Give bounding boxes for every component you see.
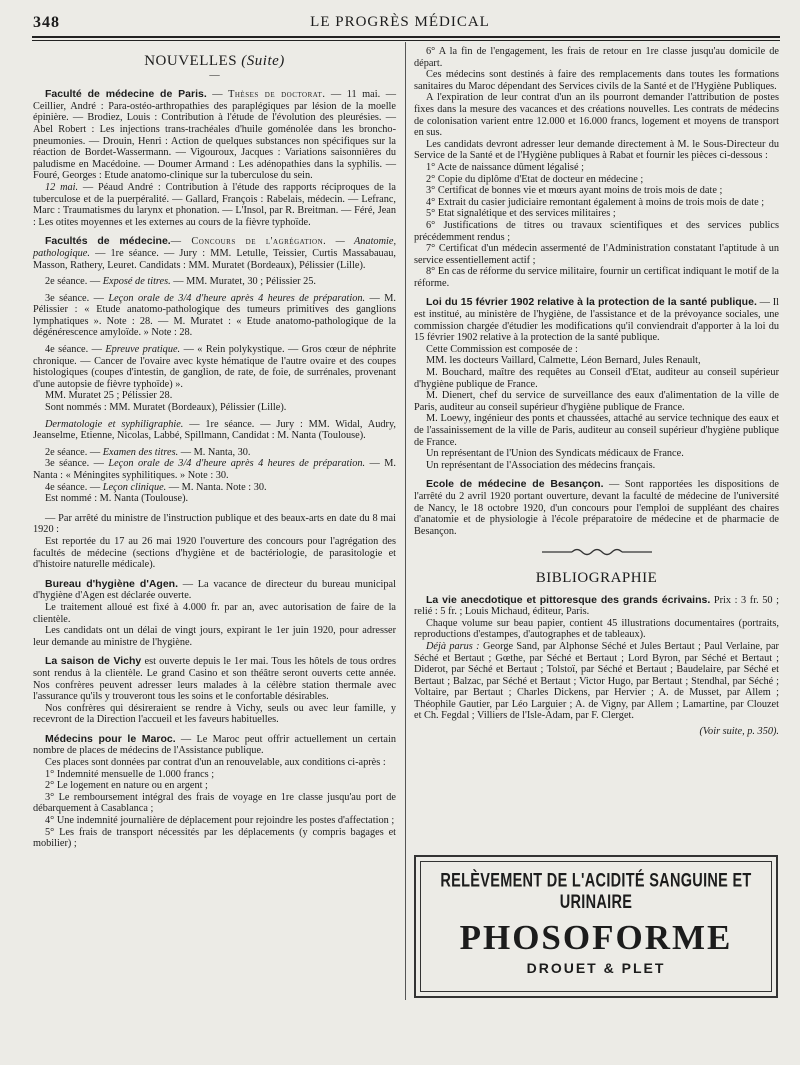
ad-manufacturer: DROUET & PLET bbox=[526, 960, 666, 976]
piece-item: 4° Extrait du casier judiciaire remontant également à moins de trois mois de date ; bbox=[426, 196, 765, 208]
maroc-item: 2° Le logement en nature ou en argent ; bbox=[45, 780, 208, 792]
maroc-cont-2: Ces médecins sont destinés à faire des remplacements dans toutes les formations sanitaires du Maroc dépendant des Services civils de la Santé et de l'Hygiène Publiques. bbox=[414, 69, 779, 92]
piece-item: 2° Copie du diplôme d'Etat de docteur en médecine ; bbox=[426, 173, 644, 185]
maroc-item: 4° Une indemnité journalière de déplacement pour rejoindre les postes d'affectation ; bbox=[45, 815, 395, 827]
arrete-para-2: Est reportée du 17 au 26 mai 1920 l'ouverture des concours pour l'agrégation des facultés de médecine (sections d'hygiène et de bactériologie, de parasitologie et d'histoire naturelle médicale). bbox=[33, 535, 396, 571]
header-rule-thin bbox=[32, 40, 780, 41]
besancon-para: Ecole de médecine de Besançon. — Sont rapportées les dispositions de l'arrêté du 2 avril 1920 portant ouverture, devant la faculté de médecine de l'université de Nancy, le 18 octobre 1920, d'un concours pour l'emploi de suppléant des chaires d'anatomie et de physiologie à l'école préparatoire de médecine et de pharmacie de Besançon. bbox=[414, 478, 780, 537]
loi-para: Loi du 15 février 1902 relative à la protection de la santé publique. — Il est institué, au ministère de l'hygiène, de l'assistance et de la prévoyance sociales, une commission chargée d'étudier les modifications qu'il conviendrait d'apporter à la loi du 15 février 1902 relative à la protection de la santé publique. bbox=[414, 296, 779, 344]
piece-item: 6° Justifications de titres ou travaux scientifiques et des services publics précédemment rendus ; bbox=[414, 219, 779, 243]
maroc-item: 3° Le remboursement intégral des frais de voyage en 1re classe jusqu'au port de débarquement à Casablanca ; bbox=[33, 791, 396, 815]
loi-para-2: Cette Commission est composée de : bbox=[426, 343, 578, 355]
dermato-nomme: Est nommé : M. Nanta (Toulouse). bbox=[45, 493, 189, 505]
agen-para: Bureau d'hygiène d'Agen. — La vacance de directeur du bureau municipal d'hygiène d'Agen est déclarée ouverte. bbox=[33, 577, 396, 602]
section-ornament bbox=[414, 547, 779, 561]
vichy-para: La saison de Vichy est ouverte depuis le 1er mai. Tous les hôtels de tous ordres sont rendus à la clientèle. Le grand Casino et son théâtre seront ouverts cette année. Nos confrères peuvent adresser leurs malades à la célèbre station thermale avec l'assurance qu'ils y trouveront tous les soins et le confortable désirables. bbox=[33, 655, 396, 703]
loi-member: Un représentant de l'Union des Syndicats médicaux de France. bbox=[426, 448, 684, 460]
nommes-line: Sont nommés : MM. Muratet (Bordeaux), Pélissier (Lille). bbox=[45, 402, 287, 414]
header-rule bbox=[32, 36, 780, 38]
loi-member: M. Loewy, ingénieur des ponts et chaussées, attaché au service technique des eaux et de l'assainissement de la ville de Paris, auditeur au conseil supérieur d'hygiène publique de France. bbox=[414, 413, 779, 448]
maroc-para-2: Ces places sont données par contrat d'un an renouvelable, aux conditions ci-après : bbox=[45, 757, 386, 769]
maroc-para: Médecins pour le Maroc. — Le Maroc peut offrir actuellement un certain nombre de places de médecins de l'Assistance publique. bbox=[33, 732, 396, 757]
heading-dash: — bbox=[209, 69, 220, 81]
agen-para-3: Les candidats ont un délai de vingt jours, expirant le 1er juin 1920, pour adresser leur demande au ministre de l'hygiène. bbox=[33, 625, 396, 648]
advertisement-frame bbox=[420, 861, 772, 992]
ornament-icon bbox=[542, 547, 652, 557]
dermato-seance-2: 2e séance. — Examen des titres. — M. Nanta, 30. bbox=[45, 446, 251, 458]
dermato-seance-4: 4e séance. — Leçon clinique. — M. Nanta. Note : 30. bbox=[45, 481, 267, 493]
maroc-cont: 6° A la fin de l'engagement, les frais de retour en 1re classe jusqu'au domicile de départ. bbox=[414, 46, 779, 69]
dermato-para: Dermatologie et syphiligraphie. — 1re séance. — Jury : MM. Widal, Audry, Jeanselme, Etienne, Nicolas, Labbé, Spillmann, Candidat : M. Nanta (Toulouse). bbox=[33, 418, 397, 442]
notes-line: MM. Muratet 25 ; Pélissier 28. bbox=[45, 390, 173, 402]
piece-item: 7° Certificat d'un médecin assermenté de l'Administration constatant l'aptitude à un service essentiellement actif ; bbox=[414, 243, 779, 266]
journal-title: LE PROGRÈS MÉDICAL bbox=[310, 14, 490, 30]
biblio-para: La vie anecdotique et pittoresque des grands écrivains. Prix : 3 fr. 50 ; relié : 5 fr. ; Louis Michaud, éditeur, Paris. bbox=[414, 593, 779, 618]
ad-product-name: PHOSOFORME bbox=[459, 918, 733, 957]
ad-tagline: RELÈVEMENT DE L'ACIDITÉ SANGUINE ET URINAIRE bbox=[440, 870, 752, 914]
biblio-para-2: Chaque volume sur beau papier, contient 45 illustrations documentaires (portraits, reproductions d'estampes, d'autographes et de tableaux). bbox=[414, 617, 779, 641]
left-column bbox=[33, 46, 396, 850]
piece-item: 3° Certificat de bonnes vie et mœurs ayant moins de trois mois de date ; bbox=[426, 185, 723, 197]
column-divider bbox=[405, 42, 406, 1000]
dermato-seance-3: 3e séance. — Leçon orale de 3/4 d'heure après 4 heures de préparation. — M. Nanta : « Méningites syphilitiques. » Note : 30. bbox=[33, 458, 396, 481]
biblio-para-3: Déjà parus : George Sand, par Alphonse Séché et Jules Bertaut ; Paul Verlaine, par Séché et Bertaut ; Gœthe, par Séché et Bertaut ; Lord Byron, par Séché et Bertaut ; Diderot, par Séché et Bertaut ; Tolstoï, par Séché et Bertaut ; Baudelaire, par Séché et Bertaut ; Balzac, par Séché et Bertaut ; Victor Hugo, par Bertaut ; Stendhal, par Séché ; Voltaire, par Bertaut ; Charles Dickens, par Hervier ; A. de Musset, par Allem ; Théophile Gautier, par Léo Larguier ; A. de Vigny, par Allem ; Lamartine, par Clouzet et Ch. Fegdal ; Villiers de l'Isle-Adam, par F. Clerget. bbox=[414, 640, 779, 722]
right-column bbox=[414, 46, 779, 738]
piece-item: 8° En cas de réforme du service militaire, fournir un certificat indiquant le motif de la réforme. bbox=[414, 266, 779, 289]
vichy-para-2: Nos confrères qui désireraient se rendre à Vichy, seuls ou avec leur famille, y recevront de la Direction l'accueil et les faveurs habituelles. bbox=[33, 702, 396, 726]
seance-3: 3e séance. — Leçon orale de 3/4 d'heure après 4 heures de préparation. — M. Pélissier : « Etude anatomo-pathologique des tumeurs primitives des ganglions lymphatiques ». Note : 28. — M. Muratet : « Etude anatomo-pathologique de la dégénérescence amyloïde. » Note : 28. bbox=[33, 292, 396, 339]
maroc-item: 1° Indemnité mensuelle de 1.000 francs ; bbox=[45, 768, 215, 780]
piece-item: 5° Etat signalétique et des services militaires ; bbox=[426, 208, 616, 220]
maroc-item: 5° Les frais de transport nécessités par les déplacements (y compris bagages et mobilier) ; bbox=[33, 826, 396, 850]
loi-member: M. Bouchard, maître des requêtes au Conseil d'Etat, auditeur au conseil supérieur d'hygiène publique de France. bbox=[414, 367, 779, 390]
agen-para-2: Le traitement alloué est fixé à 4.000 fr. par an, avec autorisation de faire de la clientèle. bbox=[33, 601, 396, 625]
maroc-cont-3: A l'expiration de leur contrat d'un an ils pourront demander l'attribution de postes fixes dans la mesure des vacances et des créations nouvelles. Les contrats de médecins de colonisation varient entre 12.000 et 16.000 francs, logement et moyens de transport en sus. bbox=[414, 92, 779, 139]
loi-member: Un représentant de l'Association des médecins français. bbox=[426, 459, 656, 471]
bibliographie-heading: BIBLIOGRAPHIE bbox=[535, 569, 658, 586]
arrete-para: — Par arrêté du ministre de l'instruction publique et des beaux-arts en date du 8 mai 1920 : bbox=[33, 512, 396, 536]
page-number: 348 bbox=[33, 14, 60, 31]
loi-member: M. Dienert, chef du service de surveillance des eaux d'alimentation de la ville de Paris, auditeur au conseil supérieur d'hygiène publique de France. bbox=[414, 390, 779, 413]
voir-suite: (Voir suite, p. 350). bbox=[699, 726, 779, 738]
seance-4: 4e séance. — Epreuve pratique. — « Rein polykystique. — Gros cœur de néphrite chronique. — Cancer de l'ovaire avec kyste hématique de l'autre ovaire et des coupes histologiques (coupes d'intestin, de ganglion, de rate, de foie, de surrénales, provenant d'une autopsie de fièvre typhoïde) ». bbox=[33, 344, 397, 390]
fac-paris-para-2: 12 mai. — Péaud André : Contribution à l'étude des rapports réciproques de la tuberculose et de la puerpéralité. — Gallard, François : Rabelais, médecin. — Lefranc, Marc : Traumatismes du larynx et phonation. — L'Insol, par R. Breitman. — Féré, Jean : Les otites moyennes et les externes au cours de la fièvre typhoïde. bbox=[33, 181, 396, 228]
nouvelles-heading: NOUVELLES (Suite) bbox=[144, 53, 285, 69]
maroc-cont-4: Les candidats devront adresser leur demande directement à M. le Sous-Directeur du Service de la Santé et de l'Hygiène publiques à Rabat et fournir les pièces ci-dessous : bbox=[414, 138, 779, 162]
fac-paris-para: Faculté de médecine de Paris. — Thèses de doctorat. — 11 mai. — Ceillier, André : Para-ostéo-arthropathies des paraplégiques par lésion de la moelle épinière. — Brodiez, Louis : Contribution à l'étude de l'évolution des pleurésies. — Abel Robert : Les injections trans-trachéales d'huile goménolée dans les broncho-pneumonies. — Drouin, Henri : Action de quelques substances non spécifiques sur la réaction de Bordet-Wassermann. — Vigouroux, Jacques : Variations saisonnières du paludisme en Macédoine. — Doumer Armand : Les adénopathies dans la syphilis. — Fouré, Georges : Etude anatomo-clinique sur la tuberculose du sein. bbox=[33, 88, 396, 182]
seance-2: 2e séance. — Exposé de titres. — MM. Muratet, 30 ; Pélissier 25. bbox=[45, 276, 317, 288]
loi-member: MM. les docteurs Vaillard, Calmette, Léon Bernard, Jules Renault, bbox=[426, 355, 701, 367]
piece-item: 1° Acte de naissance dûment légalisé ; bbox=[426, 161, 584, 173]
advertisement bbox=[414, 855, 778, 998]
fac-medecine-para: Facultés de médecine.— Concours de l'agrégation. — Anatomie, pathologique. — 1re séance. — Jury : MM. Letulle, Teissier, Curtis Massabauau, Masson, Rathery, Leuret. Candidats : MM. Muratet (Bordeaux), Pélissier (Lille). bbox=[33, 235, 397, 271]
